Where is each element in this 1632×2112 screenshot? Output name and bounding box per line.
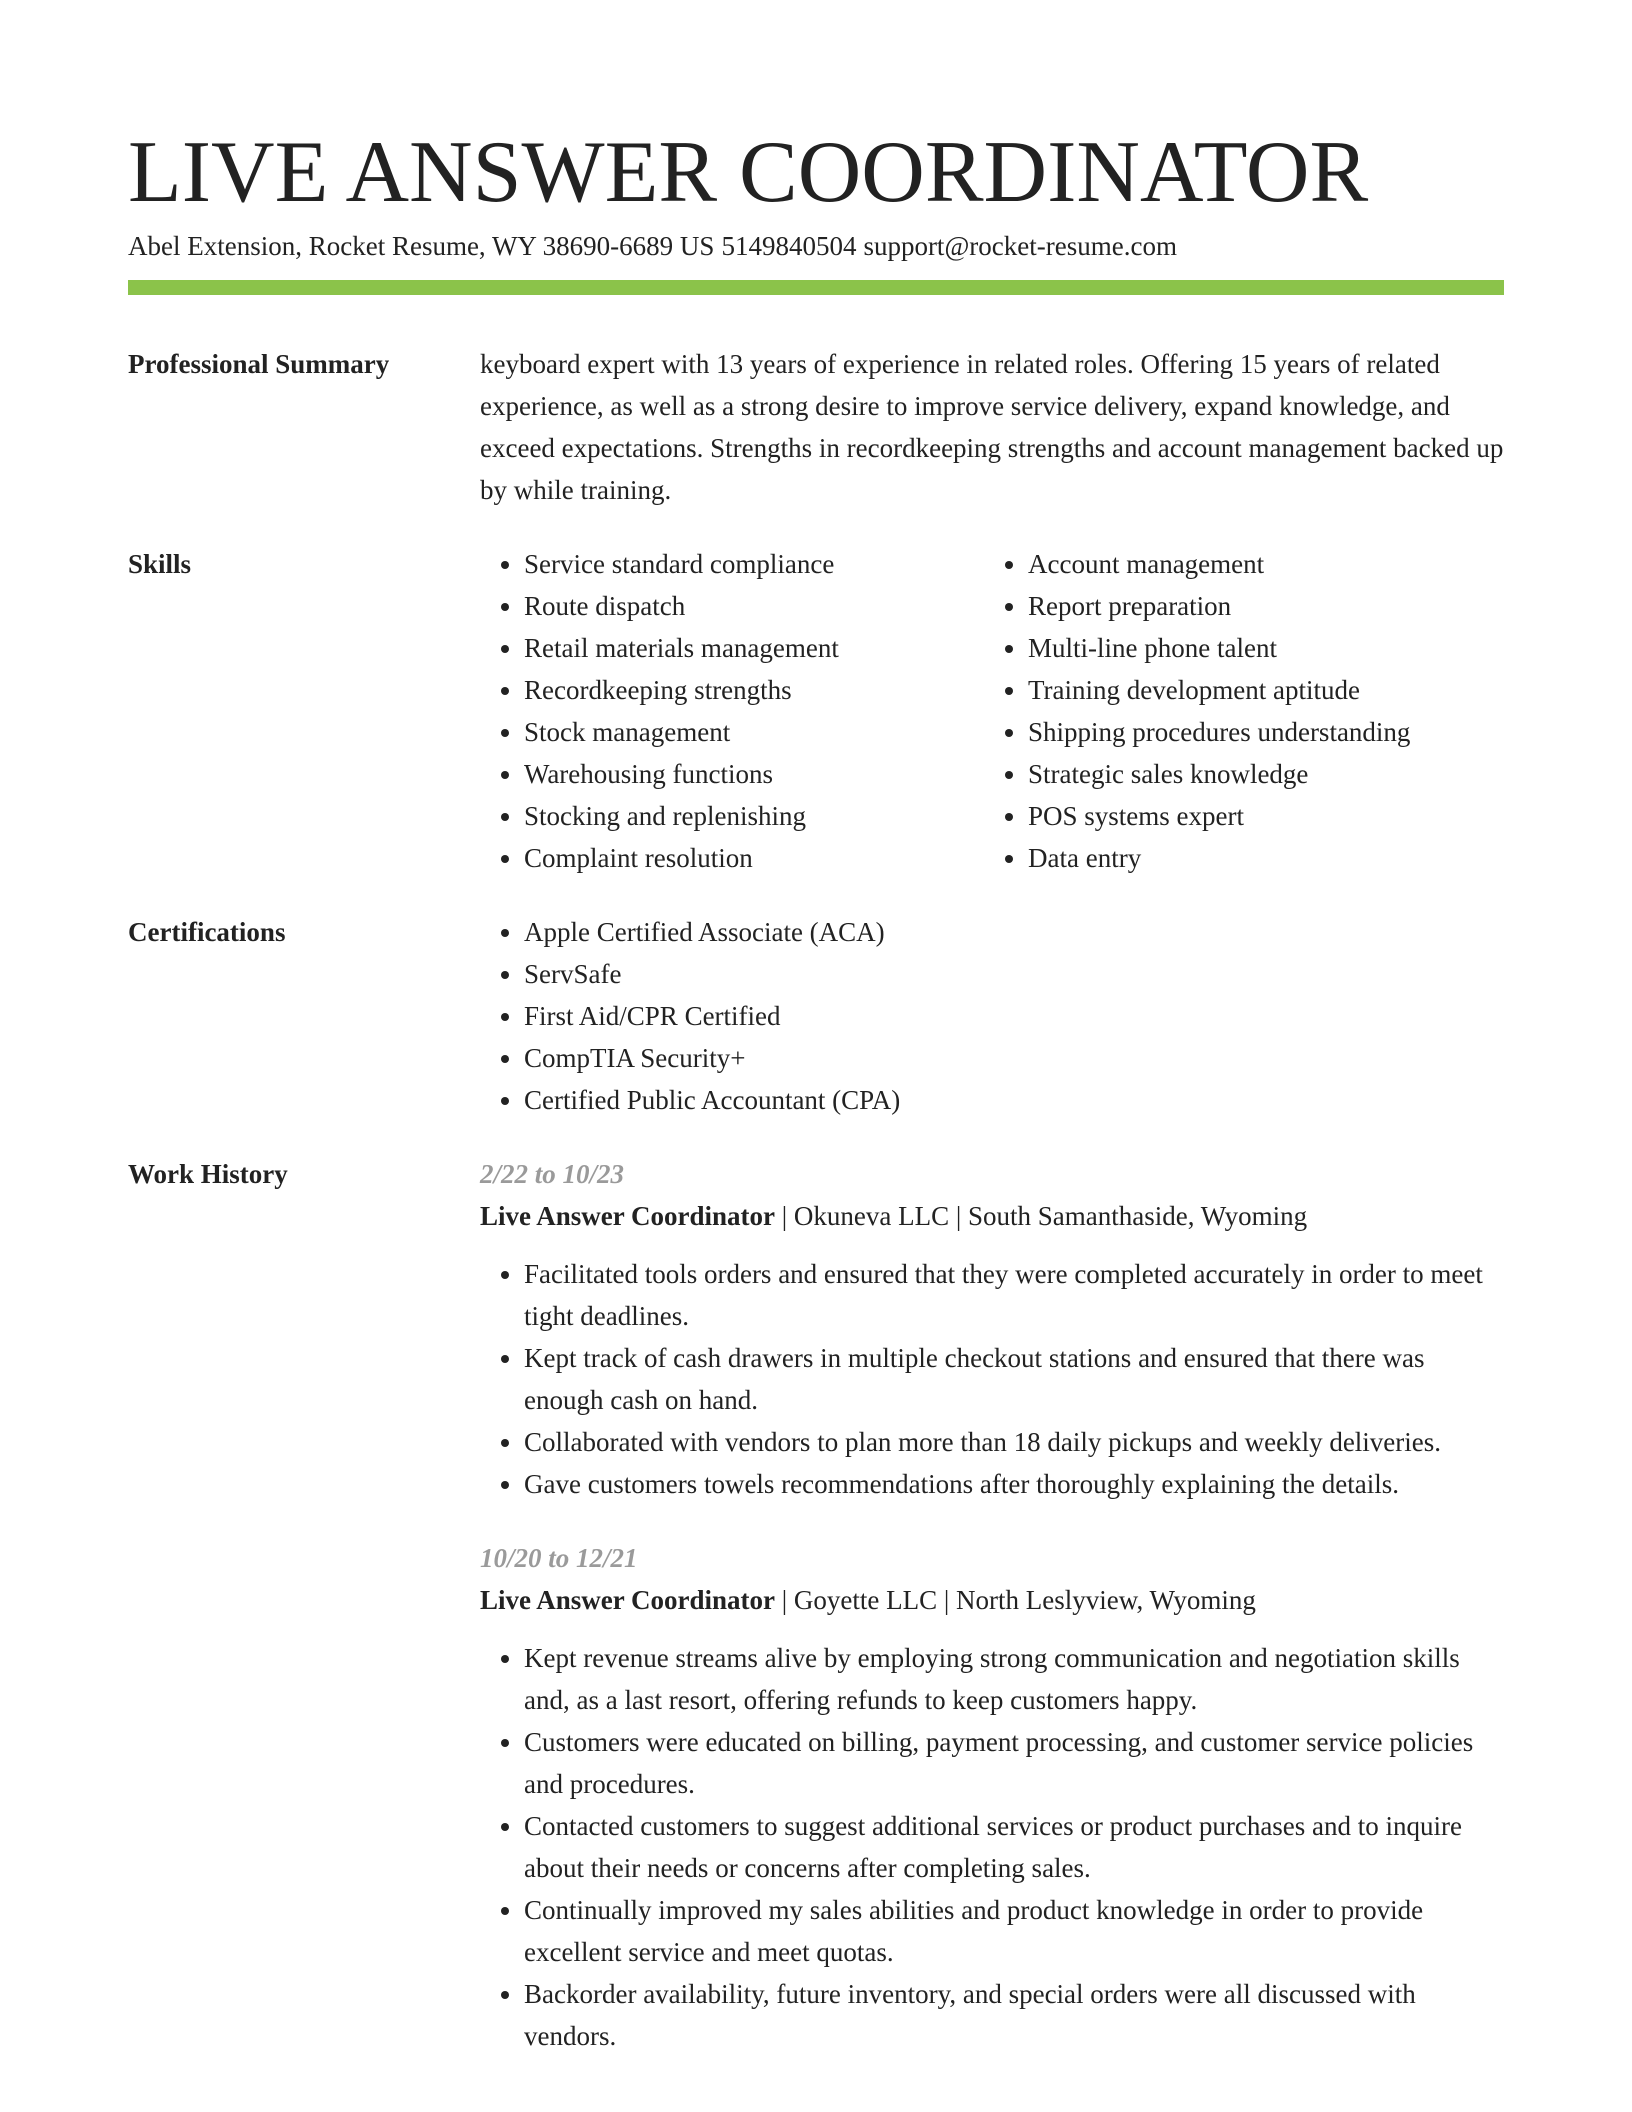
skill-item: • Warehousing functions — [524, 753, 984, 795]
summary-text: keyboard expert with 13 years of experience in related roles. Offering 15 years of related experience, as well as a strong desire to improve service delivery, expand knowledge, and exceed expectations. Strengths in recordkeeping strengths and account management backed up by while training. — [480, 349, 1504, 505]
certification-item: • Apple Certified Associate (ACA) — [524, 911, 1504, 953]
header-accent-rule — [128, 280, 1504, 295]
resume-page — [128, 124, 1504, 2057]
resume-name: LIVE ANSWER COORDINATOR — [128, 124, 1369, 221]
job-entry — [480, 1153, 1504, 1505]
certification-item: • Certified Public Accountant (CPA) — [524, 1079, 1504, 1121]
skill-item: • Complaint resolution — [524, 837, 984, 879]
contact-email: support@rocket-resume.com — [863, 231, 1177, 261]
certification-item: • First Aid/CPR Certified — [524, 995, 1504, 1037]
skill-item: • Data entry — [1028, 837, 1528, 879]
skill-item: • Recordkeeping strengths — [524, 669, 984, 711]
summary-label: Professional Summary — [128, 349, 390, 379]
skills-list-col1 — [480, 543, 984, 879]
skills-list-col2 — [984, 543, 1528, 879]
certification-item: • ServSafe — [524, 953, 1504, 995]
skill-item: • Route dispatch — [524, 585, 984, 627]
skill-item: • Service standard compliance — [524, 543, 984, 585]
job-bullet: • Backorder availability, future inventory, and special orders were all discussed with vendors. — [524, 1973, 1504, 2057]
skill-item: • Multi-line phone talent — [1028, 627, 1528, 669]
skills-label: Skills — [128, 549, 192, 579]
job-bullets — [480, 1637, 1504, 2057]
skill-item: • Shipping procedures understanding — [1028, 711, 1528, 753]
job-title: Live Answer Coordinator — [480, 1201, 775, 1231]
certifications-section — [128, 911, 1504, 1121]
work-history-label: Work History — [128, 1159, 288, 1189]
contact-address: Abel Extension, Rocket Resume, WY 38690-6689 US — [128, 231, 715, 261]
certification-item: • CompTIA Security+ — [524, 1037, 1504, 1079]
job-bullet: • Customers were educated on billing, payment processing, and customer service policies and procedures. — [524, 1721, 1504, 1805]
job-dates: 10/20 to 12/21 — [480, 1543, 638, 1573]
job-details: | Goyette LLC | North Leslyview, Wyoming — [775, 1585, 1256, 1615]
skill-item: • Strategic sales knowledge — [1028, 753, 1528, 795]
job-dates: 2/22 to 10/23 — [480, 1159, 625, 1189]
job-bullet: • Contacted customers to suggest additional services or product purchases and to inquire about their needs or concerns after completing sales. — [524, 1805, 1504, 1889]
skill-item: • POS systems expert — [1028, 795, 1528, 837]
skill-item: • Report preparation — [1028, 585, 1528, 627]
summary-section — [128, 343, 1504, 511]
certifications-list — [480, 911, 1504, 1121]
skill-item: • Stocking and replenishing — [524, 795, 984, 837]
job-heading — [480, 1195, 1504, 1237]
job-bullet: • Collaborated with vendors to plan more than 18 daily pickups and weekly deliveries. — [524, 1421, 1504, 1463]
job-bullet: • Gave customers towels recommendations after thoroughly explaining the details. — [524, 1463, 1504, 1505]
job-bullet: • Facilitated tools orders and ensured that they were completed accurately in order to meet tight deadlines. — [524, 1253, 1504, 1337]
contact-line — [128, 228, 1504, 264]
certifications-label: Certifications — [128, 917, 286, 947]
job-bullet: • Kept revenue streams alive by employing strong communication and negotiation skills and, as a last resort, offering refunds to keep customers happy. — [524, 1637, 1504, 1721]
skill-item: • Training development aptitude — [1028, 669, 1528, 711]
skill-item: • Stock management — [524, 711, 984, 753]
contact-phone: 5149840504 — [721, 231, 857, 261]
job-bullets — [480, 1253, 1504, 1505]
job-entry — [480, 1537, 1504, 2057]
skill-item: • Retail materials management — [524, 627, 984, 669]
job-title: Live Answer Coordinator — [480, 1585, 775, 1615]
work-history-section — [128, 1153, 1504, 2057]
skills-section — [128, 543, 1504, 879]
job-bullet: • Kept track of cash drawers in multiple checkout stations and ensured that there was enough cash on hand. — [524, 1337, 1504, 1421]
job-details: | Okuneva LLC | South Samanthaside, Wyoming — [775, 1201, 1308, 1231]
job-heading — [480, 1579, 1504, 1621]
skill-item: • Account management — [1028, 543, 1528, 585]
job-bullet: • Continually improved my sales abilities and product knowledge in order to provide excellent service and meet quotas. — [524, 1889, 1504, 1973]
